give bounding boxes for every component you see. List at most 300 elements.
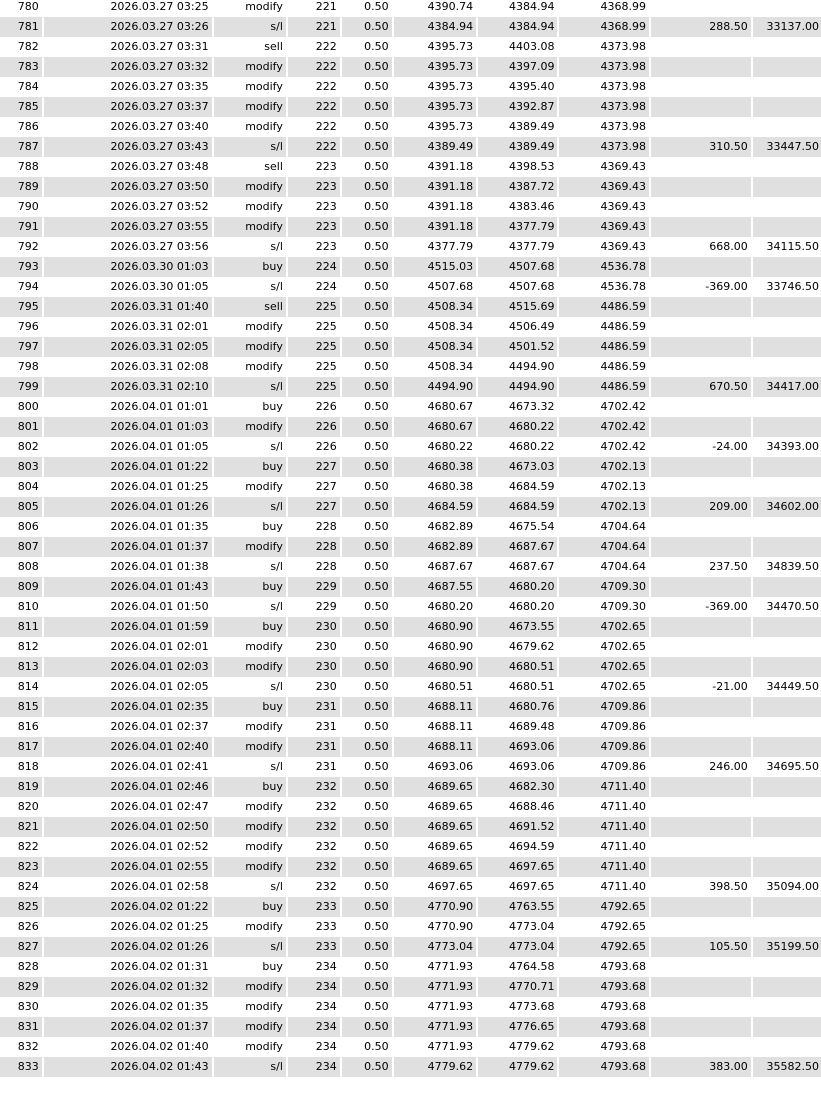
take-profit-cell: 4373.98 (559, 37, 651, 57)
account-balance-cell (753, 657, 821, 677)
trade-profit-cell (651, 297, 753, 317)
stop-loss-cell: 4680.20 (478, 597, 559, 617)
take-profit-cell: 4373.98 (559, 137, 651, 157)
account-balance-cell (753, 457, 821, 477)
trade-size-cell: 0.50 (342, 1017, 394, 1037)
trade-type-cell: modify (214, 177, 288, 197)
trade-time-cell: 2026.03.31 02:01 (44, 317, 214, 337)
trade-size-cell: 0.50 (342, 977, 394, 997)
table-row[interactable] (0, 837, 821, 857)
table-row[interactable] (0, 557, 821, 577)
account-balance-cell (753, 37, 821, 57)
table-row[interactable] (0, 977, 821, 997)
take-profit-cell: 4702.13 (559, 497, 651, 517)
trade-size-cell: 0.50 (342, 497, 394, 517)
account-balance-cell (753, 357, 821, 377)
trade-number-cell: 802 (0, 437, 44, 457)
table-row[interactable] (0, 737, 821, 757)
order-id-cell: 222 (288, 137, 342, 157)
trade-profit-cell: 310.50 (651, 137, 753, 157)
take-profit-cell: 4711.40 (559, 837, 651, 857)
trade-number-cell: 793 (0, 257, 44, 277)
trade-time-cell: 2026.04.01 01:35 (44, 517, 214, 537)
trade-price-cell: 4689.65 (394, 857, 478, 877)
trade-number-cell: 805 (0, 497, 44, 517)
take-profit-cell: 4369.43 (559, 177, 651, 197)
table-row[interactable] (0, 817, 821, 837)
trade-time-cell: 2026.04.01 02:47 (44, 797, 214, 817)
account-balance-cell (753, 417, 821, 437)
trade-type-cell: s/l (214, 237, 288, 257)
trade-time-cell: 2026.03.27 03:55 (44, 217, 214, 237)
trade-number-cell: 824 (0, 877, 44, 897)
trade-size-cell: 0.50 (342, 197, 394, 217)
trade-number-cell: 789 (0, 177, 44, 197)
trade-number-cell: 796 (0, 317, 44, 337)
account-balance-cell (753, 117, 821, 137)
table-row[interactable] (0, 997, 821, 1017)
trade-time-cell: 2026.04.02 01:22 (44, 897, 214, 917)
trade-time-cell: 2026.04.01 01:25 (44, 477, 214, 497)
account-balance-cell: 35199.50 (753, 937, 821, 957)
take-profit-cell: 4369.43 (559, 237, 651, 257)
trade-size-cell: 0.50 (342, 697, 394, 717)
account-balance-cell (753, 1037, 821, 1057)
table-row[interactable] (0, 637, 821, 657)
table-row[interactable] (0, 117, 821, 137)
trade-time-cell: 2026.04.01 02:35 (44, 697, 214, 717)
table-row[interactable] (0, 857, 821, 877)
order-id-cell (288, 1077, 342, 1097)
trade-number-cell: 808 (0, 557, 44, 577)
trade-size-cell: 0.50 (342, 177, 394, 197)
trade-number-cell: 828 (0, 957, 44, 977)
order-id-cell: 226 (288, 417, 342, 437)
trade-price-cell: 4680.38 (394, 457, 478, 477)
trade-size-cell: 0.50 (342, 397, 394, 417)
account-balance-cell (753, 157, 821, 177)
table-row[interactable] (0, 577, 821, 597)
table-row[interactable] (0, 417, 821, 437)
trade-profit-cell: -369.00 (651, 597, 753, 617)
trade-size-cell: 0.50 (342, 537, 394, 557)
trade-number-cell: 825 (0, 897, 44, 917)
trade-type-cell: modify (214, 417, 288, 437)
order-id-cell: 231 (288, 717, 342, 737)
trade-type-cell: modify (214, 197, 288, 217)
account-balance-cell (753, 297, 821, 317)
trade-number-cell: 783 (0, 57, 44, 77)
trade-profit-cell (651, 157, 753, 177)
trade-price-cell: 4395.73 (394, 97, 478, 117)
order-id-cell: 222 (288, 57, 342, 77)
take-profit-cell: 4702.65 (559, 677, 651, 697)
stop-loss-cell: 4687.67 (478, 537, 559, 557)
trade-type-cell: modify (214, 837, 288, 857)
stop-loss-cell: 4697.65 (478, 877, 559, 897)
table-row[interactable] (0, 217, 821, 237)
account-balance-cell (753, 717, 821, 737)
account-balance-cell (753, 857, 821, 877)
trade-size-cell: 0.50 (342, 37, 394, 57)
trade-time-cell: 2026.04.01 02:50 (44, 817, 214, 837)
table-row[interactable] (0, 1017, 821, 1037)
trade-number-cell: 816 (0, 717, 44, 737)
trade-time-cell: 2026.04.02 01:37 (44, 1017, 214, 1037)
account-balance-cell (753, 97, 821, 117)
trade-type-cell: s/l (214, 137, 288, 157)
trade-time-cell: 2026.03.27 03:31 (44, 37, 214, 57)
trade-profit-cell: 246.00 (651, 757, 753, 777)
take-profit-cell: 4536.78 (559, 257, 651, 277)
trade-price-cell: 4680.90 (394, 657, 478, 677)
trade-price-cell: 4770.90 (394, 917, 478, 937)
trade-type-cell: modify (214, 817, 288, 837)
table-row[interactable] (0, 277, 821, 297)
trade-time-cell: 2026.03.31 01:40 (44, 297, 214, 317)
trade-number-cell: 795 (0, 297, 44, 317)
trade-type-cell: modify (214, 997, 288, 1017)
table-row[interactable] (0, 237, 821, 257)
trade-time-cell: 2026.04.02 01:31 (44, 957, 214, 977)
table-row[interactable] (0, 17, 821, 37)
trade-type-cell: modify (214, 977, 288, 997)
stop-loss-cell: 4507.68 (478, 257, 559, 277)
take-profit-cell: 4702.65 (559, 657, 651, 677)
account-balance-cell (753, 637, 821, 657)
trade-time-cell: 2026.03.27 03:50 (44, 177, 214, 197)
table-row[interactable] (0, 57, 821, 77)
table-row[interactable] (0, 1057, 821, 1077)
account-balance-cell (753, 917, 821, 937)
trade-size-cell: 0.50 (342, 617, 394, 637)
stop-loss-cell: 4679.62 (478, 637, 559, 657)
table-row[interactable] (0, 337, 821, 357)
trade-time-cell (44, 1077, 214, 1097)
table-row[interactable] (0, 697, 821, 717)
trade-profit-cell (651, 1017, 753, 1037)
trade-size-cell: 0.50 (342, 17, 394, 37)
table-row[interactable] (0, 957, 821, 977)
stop-loss-cell: 4392.87 (478, 97, 559, 117)
trade-time-cell: 2026.04.01 02:03 (44, 657, 214, 677)
trade-type-cell: buy (214, 777, 288, 797)
table-row[interactable] (0, 657, 821, 677)
account-balance-cell (753, 977, 821, 997)
table-row[interactable] (0, 757, 821, 777)
trade-type-cell (214, 1077, 288, 1097)
stop-loss-cell: 4383.46 (478, 197, 559, 217)
account-balance-cell (753, 577, 821, 597)
trade-price-cell: 4680.20 (394, 597, 478, 617)
account-balance-cell: 34470.50 (766, 600, 819, 613)
trade-size-cell: 0.50 (342, 937, 394, 957)
order-id-cell: 233 (288, 897, 342, 917)
trade-price-cell: 4688.11 (394, 697, 478, 717)
order-id-cell: 225 (288, 337, 342, 357)
trade-type-cell: buy (214, 697, 288, 717)
trade-price-cell: 4682.89 (394, 537, 478, 557)
trade-profit-cell (651, 517, 753, 537)
take-profit-cell: 4792.65 (559, 917, 651, 937)
table-row[interactable] (0, 877, 821, 897)
trade-profit-cell (651, 457, 753, 477)
trade-type-cell: s/l (214, 757, 288, 777)
table-row[interactable] (0, 457, 821, 477)
table-row[interactable] (0, 617, 821, 637)
trade-size-cell: 0.50 (342, 577, 394, 597)
trade-time-cell: 2026.03.27 03:37 (44, 97, 214, 117)
trade-type-cell: modify (214, 57, 288, 77)
table-row[interactable] (0, 537, 821, 557)
trade-profit-cell (651, 817, 753, 837)
trade-profit-cell (651, 37, 753, 57)
trade-price-cell: 4688.11 (394, 717, 478, 737)
trade-time-cell: 2026.04.01 01:26 (44, 497, 214, 517)
take-profit-cell: 4369.43 (559, 157, 651, 177)
stop-loss-cell: 4682.30 (478, 777, 559, 797)
account-balance-cell: 35094.00 (766, 880, 819, 893)
trade-profit-cell (651, 857, 753, 877)
trade-number-cell: 815 (0, 697, 44, 717)
trade-time-cell: 2026.03.27 03:26 (44, 17, 214, 37)
trade-price-cell: 4689.65 (394, 837, 478, 857)
stop-loss-cell: 4779.62 (478, 1037, 559, 1057)
table-row[interactable] (0, 497, 821, 517)
table-row[interactable] (0, 297, 821, 317)
trade-size-cell: 0.50 (342, 1057, 394, 1077)
trade-number-cell: 812 (0, 637, 44, 657)
trade-profit-cell: -24.00 (651, 437, 753, 457)
table-row[interactable] (0, 197, 821, 217)
trade-size-cell: 0.50 (342, 217, 394, 237)
stop-loss-cell: 4501.52 (478, 337, 559, 357)
account-balance-cell (753, 537, 821, 557)
trade-price-cell: 4395.73 (394, 77, 478, 97)
table-row[interactable] (0, 257, 821, 277)
take-profit-cell (559, 1077, 651, 1097)
trade-number-cell: 785 (0, 97, 44, 117)
trade-size-cell: 0.50 (342, 717, 394, 737)
trade-size-cell: 0.50 (342, 997, 394, 1017)
order-id-cell: 222 (288, 77, 342, 97)
trade-price-cell: 4682.89 (394, 517, 478, 537)
order-id-cell: 230 (288, 677, 342, 697)
trade-size-cell: 0.50 (342, 637, 394, 657)
table-row[interactable] (0, 317, 821, 337)
trade-type-cell: modify (214, 717, 288, 737)
trade-price-cell: 4680.67 (394, 397, 478, 417)
take-profit-cell: 4793.68 (559, 977, 651, 997)
trade-type-cell: s/l (214, 437, 288, 457)
order-id-cell: 233 (288, 937, 342, 957)
trade-type-cell: s/l (214, 677, 288, 697)
table-row[interactable] (0, 97, 821, 117)
account-balance-cell: 33137.00 (753, 17, 821, 37)
stop-loss-cell: 4507.68 (478, 277, 559, 297)
trade-price-cell: 4697.65 (394, 877, 478, 897)
stop-loss-cell: 4397.09 (478, 57, 559, 77)
order-id-cell: 227 (288, 477, 342, 497)
take-profit-cell: 4709.30 (559, 577, 651, 597)
table-row[interactable] (0, 677, 821, 697)
take-profit-cell: 4793.68 (559, 957, 651, 977)
take-profit-cell: 4709.86 (559, 697, 651, 717)
trade-price-cell: 4680.51 (394, 677, 478, 697)
take-profit-cell: 4793.68 (559, 1057, 651, 1077)
order-id-cell: 232 (288, 857, 342, 877)
take-profit-cell: 4486.59 (559, 297, 651, 317)
trade-time-cell: 2026.04.01 01:43 (44, 577, 214, 597)
trade-number-cell: 813 (0, 657, 44, 677)
trade-time-cell: 2026.04.02 01:43 (44, 1057, 214, 1077)
trade-type-cell: buy (214, 897, 288, 917)
account-balance-cell (753, 57, 821, 77)
trade-number-cell: 832 (0, 1037, 44, 1057)
stop-loss-cell: 4506.49 (478, 317, 559, 337)
stop-loss-cell: 4693.06 (478, 737, 559, 757)
table-row[interactable] (0, 797, 821, 817)
order-id-cell: 234 (288, 997, 342, 1017)
trade-size-cell: 0.50 (342, 737, 394, 757)
take-profit-cell: 4711.40 (559, 877, 651, 897)
stop-loss-cell: 4384.94 (478, 17, 559, 37)
trade-number-cell: 833 (0, 1057, 44, 1077)
table-row[interactable] (0, 777, 821, 797)
trade-time-cell: 2026.04.02 01:26 (44, 937, 214, 957)
trade-size-cell: 0.50 (342, 277, 394, 297)
trade-size-cell: 0.50 (342, 957, 394, 977)
table-row[interactable] (0, 157, 821, 177)
order-id-cell: 226 (288, 437, 342, 457)
trade-price-cell: 4773.04 (394, 937, 478, 957)
trade-number-cell: 800 (0, 397, 44, 417)
trade-time-cell: 2026.03.27 03:32 (44, 57, 214, 77)
trade-size-cell: 0.50 (342, 777, 394, 797)
table-row[interactable] (0, 37, 821, 57)
order-id-cell: 223 (288, 177, 342, 197)
table-row[interactable] (0, 377, 821, 397)
table-row[interactable] (0, 1077, 821, 1097)
trade-time-cell: 2026.04.02 01:40 (44, 1037, 214, 1057)
trade-profit-cell (651, 177, 753, 197)
stop-loss-cell: 4687.67 (478, 557, 559, 577)
trade-price-cell: 4395.73 (394, 117, 478, 137)
trade-type-cell: sell (214, 37, 288, 57)
table-row[interactable] (0, 0, 821, 17)
take-profit-cell: 4486.59 (559, 357, 651, 377)
trade-profit-cell: 383.00 (651, 1057, 753, 1077)
table-row[interactable] (0, 597, 821, 617)
trade-type-cell: buy (214, 957, 288, 977)
take-profit-cell: 4373.98 (559, 77, 651, 97)
order-id-cell: 231 (288, 697, 342, 717)
take-profit-cell: 4369.43 (559, 197, 651, 217)
table-row[interactable] (0, 177, 821, 197)
trade-price-cell: 4508.34 (394, 337, 478, 357)
take-profit-cell: 4709.86 (559, 717, 651, 737)
trade-price-cell: 4391.18 (394, 157, 478, 177)
order-id-cell: 224 (288, 277, 342, 297)
order-id-cell: 223 (288, 217, 342, 237)
trade-time-cell: 2026.04.01 01:50 (44, 597, 214, 617)
order-id-cell: 234 (288, 1037, 342, 1057)
stop-loss-cell: 4377.79 (478, 217, 559, 237)
account-balance-cell: 33447.50 (753, 137, 821, 157)
trade-number-cell: 811 (0, 617, 44, 637)
take-profit-cell: 4486.59 (559, 377, 651, 397)
order-id-cell: 225 (288, 317, 342, 337)
table-row[interactable] (0, 717, 821, 737)
take-profit-cell: 4702.13 (559, 457, 651, 477)
trade-type-cell: s/l (214, 1057, 288, 1077)
table-row[interactable] (0, 897, 821, 917)
trade-time-cell: 2026.04.01 02:41 (44, 757, 214, 777)
table-row[interactable] (0, 77, 821, 97)
trade-number-cell: 787 (0, 137, 44, 157)
order-id-cell: 221 (288, 17, 342, 37)
trade-profit-cell (651, 317, 753, 337)
table-row[interactable] (0, 1037, 821, 1057)
trade-time-cell: 2026.04.01 01:03 (44, 417, 214, 437)
trade-type-cell: modify (214, 477, 288, 497)
take-profit-cell: 4704.64 (559, 537, 651, 557)
trade-type-cell: s/l (214, 377, 288, 397)
trade-number-cell: 798 (0, 357, 44, 377)
table-row[interactable] (0, 477, 821, 497)
trade-price-cell: 4508.34 (394, 317, 478, 337)
trade-type-cell: buy (214, 397, 288, 417)
trade-number-cell: 794 (0, 277, 44, 297)
trade-time-cell: 2026.03.31 02:05 (44, 337, 214, 357)
trade-type-cell: sell (214, 157, 288, 177)
trade-price-cell: 4771.93 (394, 997, 478, 1017)
table-row[interactable] (0, 917, 821, 937)
trade-profit-cell (651, 357, 753, 377)
trade-number-cell: 801 (0, 417, 44, 437)
trade-price-cell: 4391.18 (394, 177, 478, 197)
trade-type-cell: modify (214, 317, 288, 337)
table-row[interactable] (0, 397, 821, 417)
trade-profit-cell (651, 117, 753, 137)
table-row[interactable] (0, 937, 821, 957)
trade-price-cell: 4680.90 (394, 617, 478, 637)
take-profit-cell: 4704.64 (559, 557, 651, 577)
trade-number-cell: 791 (0, 217, 44, 237)
trade-time-cell: 2026.03.30 01:05 (44, 277, 214, 297)
table-row[interactable] (0, 357, 821, 377)
take-profit-cell: 4709.86 (559, 757, 651, 777)
trade-number-cell: 809 (0, 577, 44, 597)
trade-profit-cell: 209.00 (651, 497, 753, 517)
trade-time-cell: 2026.03.27 03:40 (44, 117, 214, 137)
trade-price-cell: 4508.34 (394, 297, 478, 317)
stop-loss-cell: 4673.03 (478, 457, 559, 477)
trade-price-cell: 4779.62 (394, 1057, 478, 1077)
trade-price-cell: 4390.74 (394, 0, 478, 17)
order-id-cell: 232 (288, 777, 342, 797)
trade-price-cell: 4770.90 (394, 897, 478, 917)
trade-profit-cell (651, 197, 753, 217)
table-row[interactable] (0, 437, 821, 457)
table-row[interactable] (0, 137, 821, 157)
trade-type-cell: modify (214, 917, 288, 937)
account-balance-cell (753, 257, 821, 277)
trade-number-cell: 803 (0, 457, 44, 477)
order-id-cell: 229 (288, 597, 342, 617)
table-row[interactable] (0, 517, 821, 537)
trade-number-cell: 788 (0, 157, 44, 177)
